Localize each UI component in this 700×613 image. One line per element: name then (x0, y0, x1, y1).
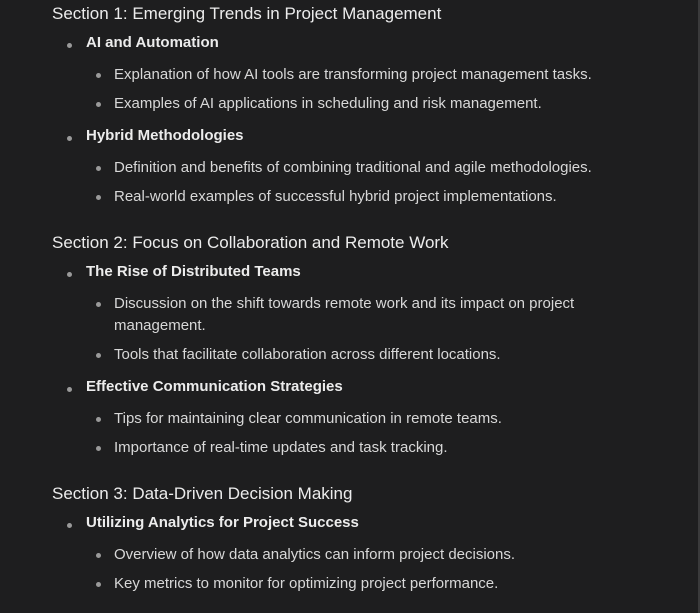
subsection-hybrid-methodologies (52, 125, 682, 147)
bullet-icon (96, 353, 101, 358)
subsection-communication (52, 376, 682, 398)
section-1 (52, 1, 682, 208)
bullet-list (52, 157, 682, 208)
section-title: Section 1: Emerging Trends in Project Management (52, 4, 442, 23)
bullet-icon (67, 387, 72, 392)
bullet-list (52, 64, 682, 115)
bullet-icon (67, 272, 72, 277)
list-item (52, 437, 682, 459)
subsection-ai-automation (52, 32, 682, 54)
list-item (52, 293, 682, 337)
section-title: Section 2: Focus on Collaboration and Remote Work (52, 233, 449, 252)
bullet-icon (96, 417, 101, 422)
subsection-distributed-teams (52, 261, 682, 283)
subsection-title: Utilizing Analytics for Project Success (86, 514, 359, 531)
list-item (52, 93, 682, 115)
list-item-text: Overview of how data analytics can inform project decisions. (114, 546, 516, 563)
list-item (52, 186, 682, 208)
bullet-icon (67, 523, 72, 528)
bullet-icon (96, 195, 101, 200)
list-item (52, 64, 682, 86)
bullet-list (52, 544, 682, 595)
section-2 (52, 230, 682, 459)
list-item-text: Real-world examples of successful hybrid project implementations. (114, 188, 557, 205)
subsection-title: Hybrid Methodologies (86, 127, 244, 144)
scroll-fade (0, 599, 698, 613)
list-item-text: Definition and benefits of combining traditional and agile methodologies. (114, 159, 592, 176)
list-item-text: Examples of AI applications in scheduling and risk management. (114, 95, 542, 112)
bullet-icon (96, 102, 101, 107)
bullet-icon (96, 582, 101, 587)
list-item-text: Tools that facilitate collaboration across different locations. (114, 346, 501, 363)
bullet-list (52, 293, 682, 366)
list-item (52, 544, 682, 566)
bullet-icon (96, 553, 101, 558)
bullet-icon (67, 43, 72, 48)
bullet-icon (96, 166, 101, 171)
list-item-text: Discussion on the shift towards remote work and its impact on project management. (114, 295, 575, 334)
subsection-title: Effective Communication Strategies (86, 378, 343, 395)
subsection-title: The Rise of Distributed Teams (86, 263, 301, 280)
list-item (52, 344, 682, 366)
list-item-text: Key metrics to monitor for optimizing project performance. (114, 575, 499, 592)
list-item-text: Importance of real-time updates and task tracking. (114, 439, 448, 456)
bullet-list (52, 408, 682, 459)
list-item-text: Tips for maintaining clear communication in remote teams. (114, 410, 502, 427)
bullet-icon (96, 73, 101, 78)
section-title: Section 3: Data-Driven Decision Making (52, 484, 353, 503)
bullet-icon (96, 446, 101, 451)
subsection-title: AI and Automation (86, 34, 219, 51)
list-item (52, 408, 682, 430)
document-outline (52, 0, 682, 595)
list-item (52, 157, 682, 179)
subsection-analytics (52, 512, 682, 534)
list-item (52, 573, 682, 595)
bullet-icon (96, 302, 101, 307)
list-item-text: Explanation of how AI tools are transforming project management tasks. (114, 66, 592, 83)
section-3 (52, 481, 682, 595)
bullet-icon (67, 136, 72, 141)
